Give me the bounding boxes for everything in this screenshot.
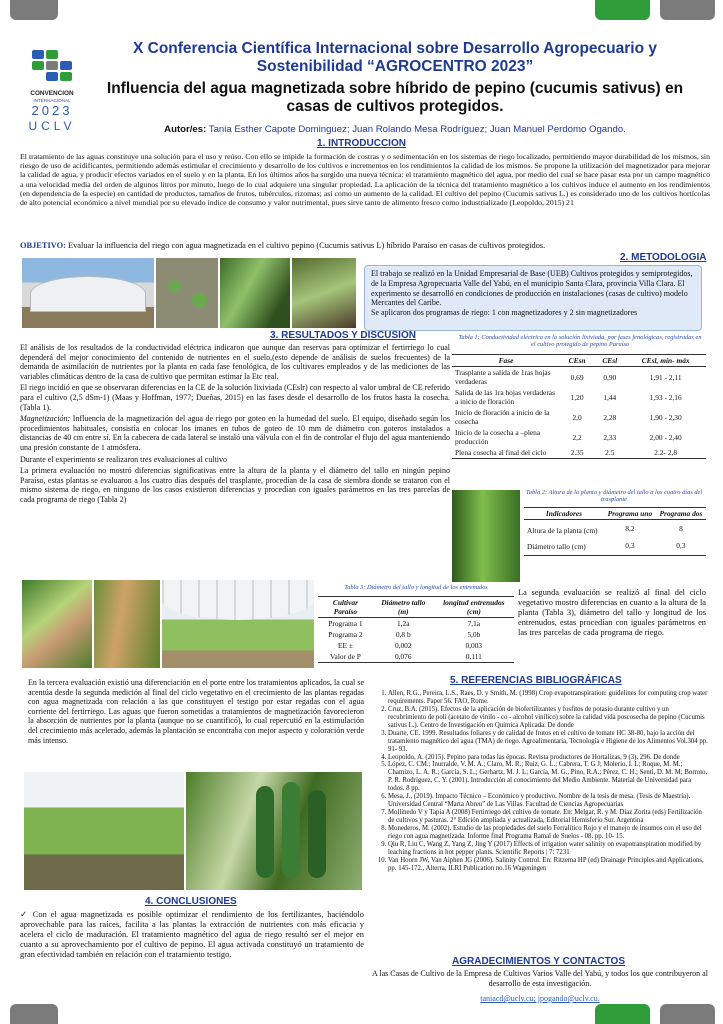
poster-title-line2: casas de cultivos protegidos. (286, 98, 504, 116)
authors-label: Autor/es: (164, 124, 207, 135)
table3 (318, 596, 514, 663)
list-item: 5. López, C. CM.; Inurralde, V. M. A.; Claro, M. R.; Ruiz, G. L.; Cabrera, T. G J; Molerio, I. L; Roque, M. M.; Chamizo, L. A. R.; García, S. L.; Gerhartz, M. J. L; García, M. G., Pino, R.A.; Pérez, C. H.; Senti, D. M. M; Borroto, P. R. Rodríguez, C. Y. (2001). Introducción al conocimiento del Medio Ambiente. Material de Universidad para todos. 8 pp. (388, 761, 708, 793)
results-p1: El análisis de los resultados de la conductividad eléctrica indicaron que aunque dan reservas para optimizar el fertirriego lo cual dependerá del mejor conocimiento del contenido de nutrientes en el suelo,(esto depende de análisis de suelos frecuentes) de la demanda de asimilación de nutrientes por la planta en cada fase fenológica, de los cultivares empleados y de las mediciones de las variables climáticas dentro de la casa de cultivo que permitan estimar la Etc real. (20, 343, 450, 381)
methodology-heading: 2. METODOLOGIA (620, 252, 707, 263)
results-p7: En la tercera evaluación existió una diferenciación en el porte entre los tratamientos aplicados, la cual se acentúa desde la segunda medición al final del ciclo vegetativo en el crecimiento de las plantas regadas con agua magnetizada con relación a las que constituyen el testigo por estar regadas con el agua corriente del fertirriego. Las aguas que fueron sometidas a tratamientos de magnetización favorecieron la absorción de nutrientes por la planta (aunque no se cuantificó), lo cual repercutió en la estimulación del crecimiento más acelerado, además la plantación se encontraba con mejor aspecto y coloración verde más intenso. (28, 678, 364, 745)
results-p2: El riego incidió en que se observaran diferencias en la CE de la solución lixiviada (CEslr) con respecto al valor umbral de CE referido para el cultivo (2,5 dSm-1) (Maas y Hoffman, 1977; Dueñas, 2015) en las fases desde el desarrollo de los frutos hasta la cosecha. (Tabla 1). (20, 383, 450, 412)
authors-names: Tania Esther Capote Dominguez; Juan Rolando Mesa Rodríguez; Juan Manuel Perdomo Ogando. (206, 124, 626, 135)
logo-grid (32, 50, 72, 86)
table2-header: Programa uno (607, 509, 653, 518)
check-icon: ✓ (20, 910, 29, 919)
top-tab-green (595, 0, 650, 20)
table1-header: CEsl (602, 356, 618, 365)
hand-cucumber-photo (22, 580, 92, 668)
table3-header: Diámetro tallo (m) (381, 598, 426, 616)
table2-header: Indicadores (545, 509, 583, 518)
table-row: Diámetro tallo (cm) 0,3 0,3 (524, 536, 706, 556)
table1-header: CEsl, mín- máx (641, 356, 690, 365)
table-row: Valor de P 0,076 0,111 (318, 651, 514, 663)
top-tab-gray-2 (660, 0, 715, 20)
conference-title-line1: X Conferencia Científica Internacional sobre Desarrollo Agropecuario y (133, 40, 657, 57)
greenhouse-interior-photo (162, 580, 314, 668)
table3-header: Cultivar Paraíso (332, 598, 358, 616)
conclusions-text: ✓ Con el agua magnetizada es posible optimizar el rendimiento de los fertilizantes, haciéndolo aprovechable para las raíces, facilita a las plantas la extracción de nutrientes con más eficacia y acelera el ciclo de maduración. El tratamiento magnético del agua de riego resultó ser el mejor en cuanto a su aprovechamiento por el cultivo de pepino. El agua activada constituyó un tratamiento de gran efectividad también en relación con el tratamiento testigo. (20, 910, 364, 960)
results-p3: Magnetización: Influencia de la magnetización del agua de riego por goteo en la humedad del suelo. El equipo, diseñado según los procedimientos habituales, consistía en colocar los imanes en tubos de goteo de 10 mm de diámetro con goteros instalados a distancias de 40 cm entre sí. En la cabecera de cada lateral se instaló una válvula con el fin de controlar el flujo del agua manteniendo una presión constante de 1 atmósfera. (20, 414, 450, 452)
intro-heading: 1. INTRODUCCION (317, 138, 406, 149)
table3-header: longitud entrenudos (cm) (443, 598, 505, 616)
results-p5: La primera evaluación no mostró diferencias significativas entre la altura de la planta y el diámetro del tallo en ningún pepino Paraíso, estas plantas se evaluaron a los cuatro días después del trasplante, procedían de la casa de siembra donde se trataron con el mismo sistema de riego, en ninguno de los casos existieron diferencias y procedían con iguales parámetros en las tres parcelas de cada programa de riego (Tabla 2) (20, 466, 450, 504)
table-row: Inicio de floración a inicio de la cosecha 2,0 2,28 1,90 - 2,30 (455, 408, 682, 426)
table-row: Programa 1 1,2a 7,1a (328, 619, 481, 628)
conclusions-heading: 4. CONCLUSIONES (145, 896, 237, 907)
bottom-tab-green (595, 1004, 650, 1024)
contact-emails[interactable]: taniacd@uclv.cu; jpogando@uclv.cu. (480, 994, 600, 1003)
list-item: 10. Van Hoorn JW, Van Aiphen JG (2006). Salinity Control. En: Ritzema HP (ed) Drainage Principles and Applications, pp. 145-172., Alterra, ILRI Publication no.16 Wageningen (388, 857, 708, 873)
logo-event-line2: INTERNACIONAL (33, 98, 71, 103)
bottom-tab-gray-2 (660, 1004, 715, 1024)
list-item: 3. Duarte, CE. 1999. Resultados foliares y de calidad de frutos en el cultivo de tomate HC 38-80, bajo la acción del tratamiento magnético del agua (TMA) de riego. Agroalimentaria, Tecnología e Higiene de los Alimentos Vol.304 pp. 91- 93. (388, 730, 708, 754)
list-item: 7. Mollinedo V y Tapia A (2008) Fertirriego del cultivo de tomate. En: Melgar, R. y M. Díaz Zorita (eds) Fertilización de cultivos y pasturas. 2° Edición ampliada y actualizada, Editorial Hemisferio Sur. Argentina (388, 809, 708, 825)
poster-title-line1: Influencia del agua magnetizada sobre híbrido de pepino (cucumis sativus) en (106, 80, 684, 97)
plants-photo (220, 258, 290, 328)
cucumber-vine-photo (452, 490, 520, 582)
list-item: 1. Allen, R.G., Pereira, L.S., Raes, D. y Smith, M. (1998) Crop evapotranspiration: guidelines for computing crop water requirements. Paper 56. FAO, Rome. (388, 690, 708, 706)
table-row: Salida de las 1ra hojas verdaderas a inicio de floración 1,20 1,44 1,93 - 2,16 (455, 388, 682, 406)
references-heading: 5. REFERENCIAS BIBLIOGRÁFICAS (450, 675, 622, 686)
logo-university: UCLV (28, 119, 76, 133)
table-row: Inicio de la cosecha a –plena producción 2,2 2,33 2,00 - 2,40 (455, 428, 682, 446)
logo-year: 2023 (31, 103, 73, 118)
intro-text: El tratamiento de las aguas constituye una solución para el uso y reúso. Con ello se impide la formación de costras y o sedimentación en los sistemas de riego localizado, permitiendo mayor durabilidad de los mismos, sin riesgo de uso de acidificantes, permitiendo además estimular el crecimiento y desarrollo de los cultivos e incrementos en los rendimientos la calidad de los mismos. Se propone la utilización del magnetizador para mejorar la calidad de agua, y producir efectos variados en el suelo y en la planta. En los últimos años ha surgido una nueva técnica: el tratamiento magnético del agua, por medio del cual se hace pasar esta por un campo magnético a una velocidad media del orden de algunos litros por minuto, luego de lo cual adquiere una singular propiedad. La aplicación de la técnica del tratamiento magnético a los cultivos induce el aumento en los rendimientos (en dependencia de la especie) en cantidad de productos, tamaños de frutos, tubérculos, rizomas; así como un aumento de la calidad. El cultivo del pepino (Cucumis sativus L.) es considerado uno de los cultivos hortícolas de alto potencial económico a nivel mundial por su elevado índice de consumo y valor nutrimental, pues sirve tanto de alimento fresco como industrializado (Leopoldo, 2015) 21 (20, 152, 710, 207)
authors-line (80, 124, 710, 135)
methodology-text: El trabajo se realizó en la Unidad Empresarial de Base (UEB) Cultivos protegidos y semiprotegidos, de la Empresa Agropecuaria Valle del Yabú, en el municipio Santa Clara, provincia Villa Clara. El experimento se desarrolló en condiciones de producción en instalaciones (casas de cultivo) modelo Mercantes del Caribe. (371, 269, 693, 308)
results-column (20, 343, 450, 505)
methodology-box (364, 265, 702, 331)
table2-header: Programa dos (659, 509, 703, 518)
conference-title-line2: Sostenibilidad “AGROCENTRO 2023” (256, 57, 534, 75)
objective-label: OBJETIVO: (20, 241, 66, 250)
table2 (524, 507, 706, 556)
table3-caption: Tabla 3: Diámetro del tallo y longitud de los entrenudos (344, 584, 488, 591)
list-item: 8. Monederos, M. (2002). Estudio de las propiedades del suelo Ferralítico Rojo y el manejo de insumos con el uso del riego con agua magnetizada. Informe final Programa Ramal de Suelos - 08. pp. 10- 15. (388, 825, 708, 841)
table-row: Altura de la planta (cm) 8,2 8 (527, 523, 683, 535)
cucumber-rows-photo (24, 772, 184, 890)
table1-caption: Tabla 1: Conductividad eléctrica en la solución lixiviada, por fases fenológicas, registradas en el cultivo protegido de pepino Paraíso (458, 334, 702, 349)
table2-caption: Tabla 2: Altura de la planta y diámetro del tallo a los cuatro días del trasplante (525, 489, 703, 504)
cucumber-fruits-photo (186, 772, 362, 890)
results-heading: 3. RESULTADOS Y DISCUSION (270, 330, 416, 341)
top-tab-gray-1 (10, 0, 58, 20)
table-row: EE ± 0,002 0,003 (337, 641, 483, 650)
poster-title (80, 80, 710, 117)
objective-line (20, 241, 710, 250)
list-item: 6. Mesa, J., (2019). Impacto Técnico – Económico y productivo. Nombre de la tesis de mesa. (Tesis de Maestría). Universidad Central “Marta Abreu” de Las Villas. Facultad de Ciencias Agropecuarias (388, 793, 708, 809)
table1 (452, 354, 706, 459)
thanks-text: A las Casas de Cultivo de la Empresa de Cultivos Varios Valle del Yabú, y todos los que contribuyeron al desarrollo de esta investigación. (372, 969, 708, 988)
table-row: Trasplante a salida de 1ras hojas verdaderas 0,69 0,90 1,91 - 2,11 (455, 368, 682, 386)
references-list (374, 690, 708, 873)
objective-text: Evaluar la influencia del riego con agua magnetizada en el cultivo pepino (Cucumis sativus L) híbrido Paraíso en casas de cultivos protegidos. (65, 241, 546, 250)
conference-title (80, 40, 710, 75)
seedlings-photo (156, 258, 218, 328)
methodology-text2: Se aplicaron dos programas de riego: 1 con magnetizadores y 2 sin magnetizadores (371, 308, 638, 317)
logo-event-line1: CONVENCION (30, 90, 74, 97)
table-row: Plena cosecha al final del ciclo 2.35 2.5 2.2- 2,8 (452, 447, 706, 459)
cucumber-plant-photo (292, 258, 356, 328)
magnetization-label: Magnetización: (20, 414, 71, 424)
bottom-tab-gray-1 (10, 1004, 58, 1024)
table1-header: CEsn (568, 356, 586, 365)
thanks-heading: AGRADECIMIENTOS Y CONTACTOS (452, 956, 625, 967)
conference-logo (26, 50, 78, 140)
list-item: 2. Cruz, B.A. (2015). Efectos de la aplicación de biofertilizantes y fosfitos de potasio durante cultivo y un recubrimiento de poli (acetato de vinilo - co - alcohol vinílico) sobre la calidad vida poscosecha de pepino (Cucumis sativus L.). Centro de Investigación en Química Aplicada. De donde (388, 706, 708, 730)
results-p4: Durante el experimento se realizaron tres evaluaciones al cultivo (20, 454, 228, 464)
list-item: 9. Qiu R, Liu C, Wang Z, Yang Z, Jing Y (2017) Effects of irrigation water salinity on evapotranspiration modified by leaching fractions in hot pepper plants. Scientific Reports | 7: 7231 (388, 841, 708, 857)
results-p6: La segunda evaluación se realizó al final del ciclo vegetativo mostro diferencias en cuanto a la altura de la planta (Tabla 3), diámetro del tallo y longitud de los entrenudos, estas procedían con iguales parámetros en las tres parcelas de cada programa de riego. (518, 588, 706, 638)
table-row: Programa 2 0,8 b 5,0b (328, 630, 481, 639)
cucumbers-photo (94, 580, 160, 668)
greenhouse-photo (22, 258, 154, 328)
table1-header: Fase (498, 356, 514, 365)
list-item: 4. Leopoldo, A. (2015). Pepino para todas las épocas. Revista productores de Hortalizas, 9 (3), 296. De donde (388, 754, 708, 762)
